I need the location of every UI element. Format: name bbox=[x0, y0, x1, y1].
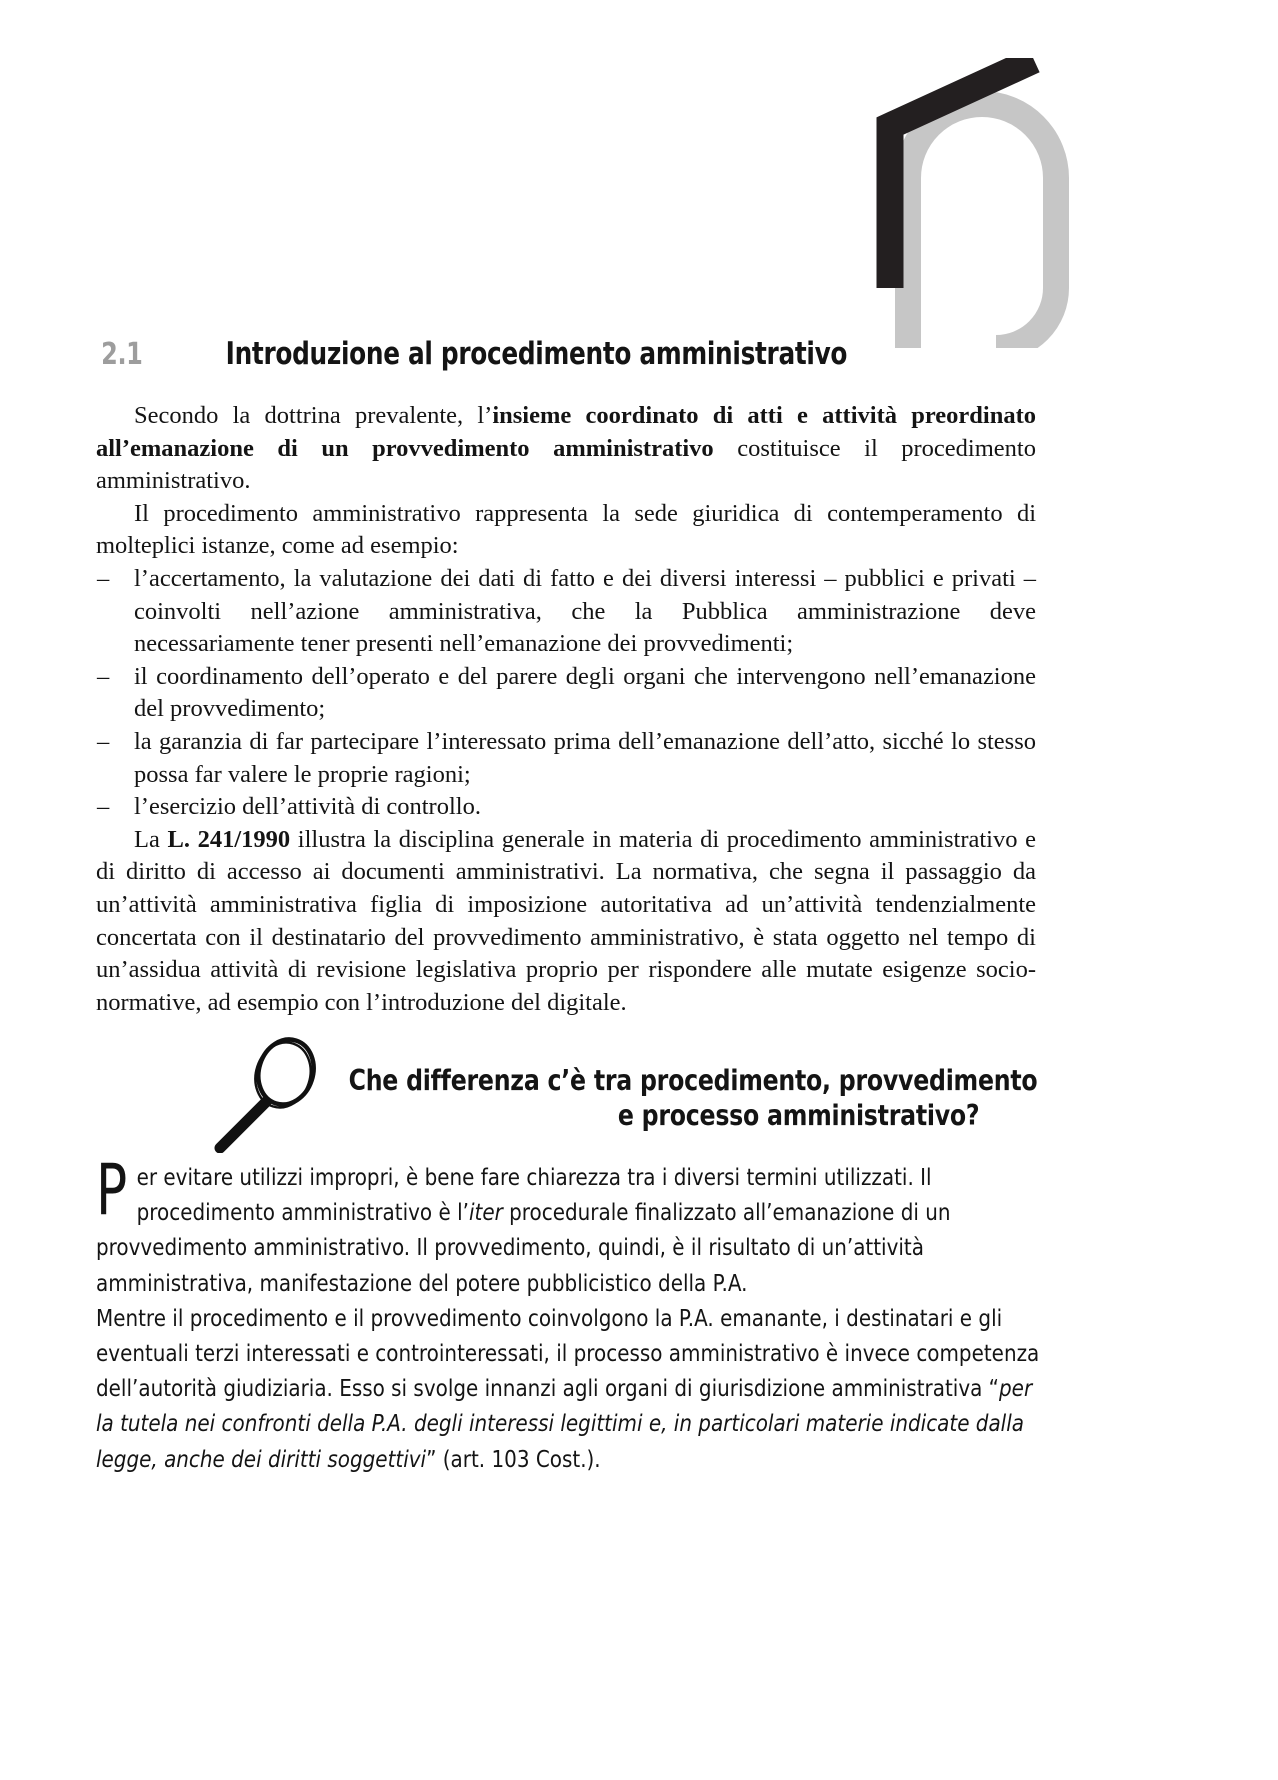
list-item bbox=[96, 563, 1036, 661]
paragraph-definition-tail: costituisce il procedimento amministrativo. bbox=[96, 434, 1036, 495]
answer-paragraph-1-inner bbox=[96, 1149, 1043, 1301]
drop-cap: P bbox=[96, 1149, 128, 1231]
list-dash-marker: – bbox=[97, 662, 110, 690]
question-line-2: e processo amministrativo? bbox=[617, 1099, 980, 1132]
question-heading bbox=[284, 1063, 1044, 1133]
question-section bbox=[96, 1035, 1044, 1155]
answer-paragraph-2 bbox=[96, 1301, 1044, 1477]
constitution-quote: per la tutela nei confronti della P.A. degli interessi legittimi e, in particolari materie indicate dalla legge, anche dei diritti soggettivi bbox=[96, 1375, 1033, 1473]
paragraph-definition-lead: Secondo la dottrina prevalente, l’ bbox=[134, 402, 493, 429]
list-dash-marker: – bbox=[97, 727, 110, 755]
answer-block bbox=[96, 1149, 1044, 1477]
list-item bbox=[96, 726, 1036, 791]
answer-paragraph-1 bbox=[96, 1149, 1044, 1301]
paragraph-legge-241-tail: illustra la disciplina generale in materia di procedimento amministrativo e di diritto di accesso ai documenti amministrativi. La normativa, che segna il passaggio da un’attività amministrativa figlia di imposizione autoritativa ad un’attività tendenzialmente concertata con il destinatario del provvedimento amministrativo, è stata oggetto nel tempo di un’assidua attività di revisione legislativa proprio per rispondere alle mutate esigenze socio-normative, ad esempio con l’introduzione del digitale. bbox=[96, 825, 1036, 1016]
list-item bbox=[96, 661, 1036, 726]
logo-dark-chevron bbox=[890, 60, 1034, 288]
paragraph-definition bbox=[96, 400, 1036, 498]
list-item-text: l’esercizio dell’attività di controllo. bbox=[134, 793, 481, 821]
paragraph-legge-241-lead: La bbox=[134, 825, 168, 853]
answer-paragraph-2-inner bbox=[96, 1301, 1043, 1477]
list-dash-marker: – bbox=[97, 564, 110, 592]
examples-list bbox=[96, 563, 1036, 824]
section-heading bbox=[96, 336, 1096, 372]
section-number: 2.1 bbox=[101, 337, 143, 372]
paragraph-contemperamento: Il procedimento amministrativo rappresenta la sede giuridica di contemperamento di molteplici istanze, come ad esempio: bbox=[96, 499, 1036, 560]
answer-p2-part-1: Mentre il procedimento e il provvedimento coinvolgono la P.A. emanante, i destinatari e gli eventuali terzi interessati e controinteressati, il processo amministrativo è invece competenza dell’autorità giudiziaria. Esso si svolge innanzi agli organi di giurisdizione amministrativa “ bbox=[96, 1304, 1040, 1403]
list-dash-marker: – bbox=[97, 793, 110, 821]
list-item-text: il coordinamento dell’operato e del parere degli organi che intervengono nell’emanazione del provvedimento; bbox=[134, 662, 1036, 723]
section-title: Introduzione al procedimento amministrativo bbox=[225, 336, 847, 372]
list-item-text: la garanzia di far partecipare l’interessato prima dell’emanazione dell’atto, sicché lo stesso possa far valere le proprie ragioni; bbox=[134, 727, 1036, 788]
question-line-1: Che differenza c’è tra procedimento, provvedimento bbox=[348, 1064, 1038, 1097]
logo-gray-arch bbox=[908, 104, 1056, 348]
answer-p2-part-2: ” (art. 103 Cost.). bbox=[426, 1445, 601, 1473]
answer-p1-italic: iter bbox=[468, 1199, 503, 1227]
answer-p1-part-2: procedurale finalizzato all’emanazione di un provvedimento amministrativo. Il provvedimento, quindi, è il risultato di un’attività amministrativa, manifestazione del potere pubblicistico della P.A. bbox=[96, 1199, 951, 1297]
answer-p1-part-1: er evitare utilizzi impropri, è bene fare chiarezza tra i diversi termini utilizzati. Il procedimento amministrativo è l’ bbox=[136, 1164, 932, 1227]
body-text-block bbox=[96, 400, 1036, 1019]
corner-logo bbox=[838, 58, 1086, 348]
list-item bbox=[96, 791, 1036, 824]
list-item-text: l’accertamento, la valutazione dei dati di fatto e dei diversi interessi – pubblici e privati – coinvolti nell’azione amministrativa, che la Pubblica amministrazione deve necessariamente tener presenti nell’emanazione dei provvedimenti; bbox=[134, 564, 1036, 658]
paragraph-legge-241 bbox=[96, 824, 1036, 1020]
law-reference: L. 241/1990 bbox=[167, 825, 291, 853]
paragraph-definition-bold: insieme coordinato di atti e attività preordinato all’emanazione di un provvedimento amministrativo bbox=[96, 402, 1036, 462]
